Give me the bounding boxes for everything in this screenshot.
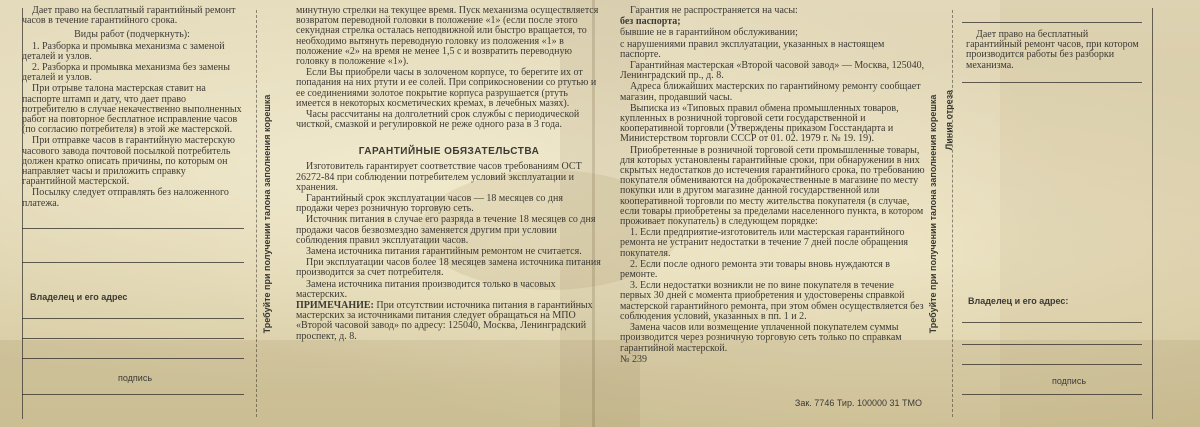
conditions-paragraph: Выписка из «Типовых правил обмена промышленных товаров, купленных в розничной торговой сети государственной и кооперативной торговли (Утверждены приказом Госстандарта и Министерством торговли СССР от 01. 02. 1979 г. № 19. 19). bbox=[620, 102, 899, 145]
conditions-paragraph: Замена часов или возмещение уплаченной покупателем суммы производится через розничную торговую сеть только по справкам гарантийной мастерской. bbox=[620, 322, 902, 354]
warranty-paragraph: Замена источника питания гарантийным ремонтом не считается. bbox=[306, 246, 582, 258]
warranty-heading: ГАРАНТИЙНЫЕ ОБЯЗАТЕЛЬСТВА bbox=[358, 146, 540, 158]
conditions-paragraph: 1. Если предприятие-изготовитель или мастерская гарантийного ремонта не устранит недостатки в течение 7 дней после обращения покупателя. bbox=[620, 227, 909, 259]
conditions-paragraph: 2. Если после одного ремонта эти товары вновь нуждаются в ремонте. bbox=[620, 258, 891, 281]
divider bbox=[962, 82, 1142, 83]
bottom-rule bbox=[962, 394, 1142, 395]
divider bbox=[962, 22, 1142, 23]
warranty-paragraph: Замена источника питания производится только в часовых мастерских. bbox=[296, 278, 556, 300]
conditions-paragraph: Гарантийная мастерская «Второй часовой завод» — Москва, 125040, Ленинградский пр., д. 8. bbox=[620, 60, 925, 82]
conditions-item: с нарушениями правил эксплуатации, указанных в настоящем паспорте. bbox=[620, 38, 885, 60]
stub-border bbox=[1152, 8, 1153, 419]
cut-line bbox=[256, 10, 257, 417]
warranty-paragraph: Изготовитель гарантирует соответствие часов требованиям ОСТ 26272-84 при соблюдении потребителем условий эксплуатации и хранения. bbox=[296, 161, 582, 193]
left-vertical-note: Требуйте при получении талона заполнения корешка bbox=[262, 94, 272, 333]
instructions-column bbox=[288, 0, 606, 427]
right-vertical-note: Требуйте при получении талона заполнения корешка bbox=[928, 94, 938, 333]
conditions-paragraph: Приобретенные в розничной торговой сети промышленные товары, для которых установлены гарантийные сроки, при обнаружении в них скрытых недостатков до истечения гарантийного срока, по требованию покупателя обмениваются на доброкачественные в магазине по месту покупки или в другом магазине данной государственной или кооперативной торговли по месту жительства покупателя (в случае, если товары приобретены за пределами населенного пункта, в котором проживает покупатель) в следующем порядке: bbox=[620, 144, 925, 228]
divider bbox=[22, 228, 244, 229]
owner-address-line[interactable] bbox=[22, 318, 244, 319]
work-item-1: 1. Разборка и промывка механизма с заменой деталей и узлов. bbox=[22, 40, 225, 62]
left-cut-strip bbox=[250, 0, 284, 427]
signature-line[interactable] bbox=[22, 358, 244, 359]
left-stub-intro: Дает право на бесплатный гарантийный ремонт часов в течение гарантийного срока. bbox=[22, 5, 236, 27]
warranty-paragraph: Гарантийный срок эксплуатации часов — 18 месяцев со дня продажи через розничную торговую сеть. bbox=[296, 193, 563, 215]
signature-label: подпись bbox=[118, 373, 153, 383]
signature-label: подпись bbox=[1052, 376, 1087, 386]
conditions-item: без паспорта; bbox=[620, 16, 681, 28]
left-stub bbox=[8, 0, 244, 427]
cut-line bbox=[952, 10, 953, 417]
instructions-paragraph: Если Вы приобрели часы в золоченом корпусе, то берегите их от попадания на них ртути и ее солей. При соприкосновении со ртутью и ее соединениями золотое покрытие корпуса разрушается (ртуть имеется в некоторых косметических кремах, в лечебных мазях). bbox=[296, 67, 597, 109]
right-stub-intro: Дает право на бесплатный гарантийный ремонт часов, при котором производится работы без разборки механизма. bbox=[966, 29, 1139, 71]
divider bbox=[22, 262, 244, 263]
note-label: ПРИМЕЧАНИЕ: bbox=[296, 300, 374, 312]
instructions-paragraph: минутную стрелки на текущее время. Пуск механизма осуществляется возвратом переводной головки в положение «1» (если после этого секундная стрелка осталась неподвижной или быстро вращается, то необходимо вытянуть переводную головку из положения «1» в положение «2» на время не менее 1,5 с и возвратить переводную головку в положение «1»). bbox=[296, 5, 599, 68]
order-number: № 239 bbox=[620, 353, 648, 365]
left-stub-paragraph: При отправке часов в гарантийную мастерскую часового завода почтовой посылкой потребитель должен кратко описать причины, по которым он направляет часы и приложить справку гарантийной мастерской. bbox=[22, 135, 236, 188]
work-item-2: 2. Разборка и промывка механизма без замены деталей и узлов. bbox=[22, 62, 230, 84]
owner-address-line[interactable] bbox=[962, 344, 1142, 345]
conditions-item: бывшие не в гарантийном обслуживании; bbox=[620, 27, 798, 39]
owner-label: Владелец и его адрес bbox=[30, 292, 128, 302]
right-stub bbox=[962, 0, 1146, 427]
works-heading: Виды работ (подчеркнуть): bbox=[74, 29, 190, 41]
conditions-paragraph: Адреса ближайших мастерских по гарантийному ремонту сообщает магазин, продавший часы. bbox=[620, 81, 921, 103]
owner-address-line[interactable] bbox=[962, 322, 1142, 323]
stub-border bbox=[22, 8, 23, 419]
conditions-paragraph: Гарантия не распространяется на часы: bbox=[630, 5, 798, 16]
instructions-paragraph: Часы рассчитаны на долголетний срок службы с периодической чисткой, смазкой и регулировкой не реже одного раза в 3 года. bbox=[296, 109, 580, 131]
conditions-column bbox=[614, 0, 932, 427]
owner-label: Владелец и его адрес: bbox=[968, 296, 1069, 306]
print-info: Зак. 7746 Тир. 100000 31 ТМО bbox=[794, 398, 922, 408]
warranty-paragraph: Источник питания в случае его разряда в течение 18 месяцев со дня продажи часов безвозмездно заменяется другим при условии соблюдения правил эксплуатации часов. bbox=[296, 214, 596, 246]
conditions-paragraph: 3. Если недостатки возникли не по вине покупателя в течение первых 30 дней с момента приобретения и удостоверены справкой мастерской гарантийного ремонта, при этом обмен осуществляется без соблюдения условий, указанных в пп. 1 и 2. bbox=[620, 280, 924, 322]
owner-address-line[interactable] bbox=[22, 338, 244, 339]
left-stub-paragraph: При отрыве талона мастерская ставит на паспорте штамп и дату, что дает право потребителю в случае некачественно выполненных работ на повторное бесплатное исправление часов (по согласию потребителя) в этой же мастерской. bbox=[22, 83, 242, 136]
cut-line-label: Линия отреза bbox=[944, 89, 954, 150]
bottom-rule bbox=[22, 394, 244, 395]
signature-line[interactable] bbox=[962, 364, 1142, 365]
left-stub-paragraph: Посылку следует отправлять без наложенного платежа. bbox=[22, 187, 229, 209]
warranty-paragraph: При эксплуатации часов более 18 месяцев замена источника питания производится за счет потребителя. bbox=[296, 257, 601, 279]
note-text: При отсутствии источника питания в гарантийных мастерских за источниками питания следует обращаться на МПО «Второй часовой завод» по адресу: 125040, Москва, Ленинградский проспект, д. 8. bbox=[296, 300, 593, 342]
right-cut-strip bbox=[922, 0, 956, 427]
